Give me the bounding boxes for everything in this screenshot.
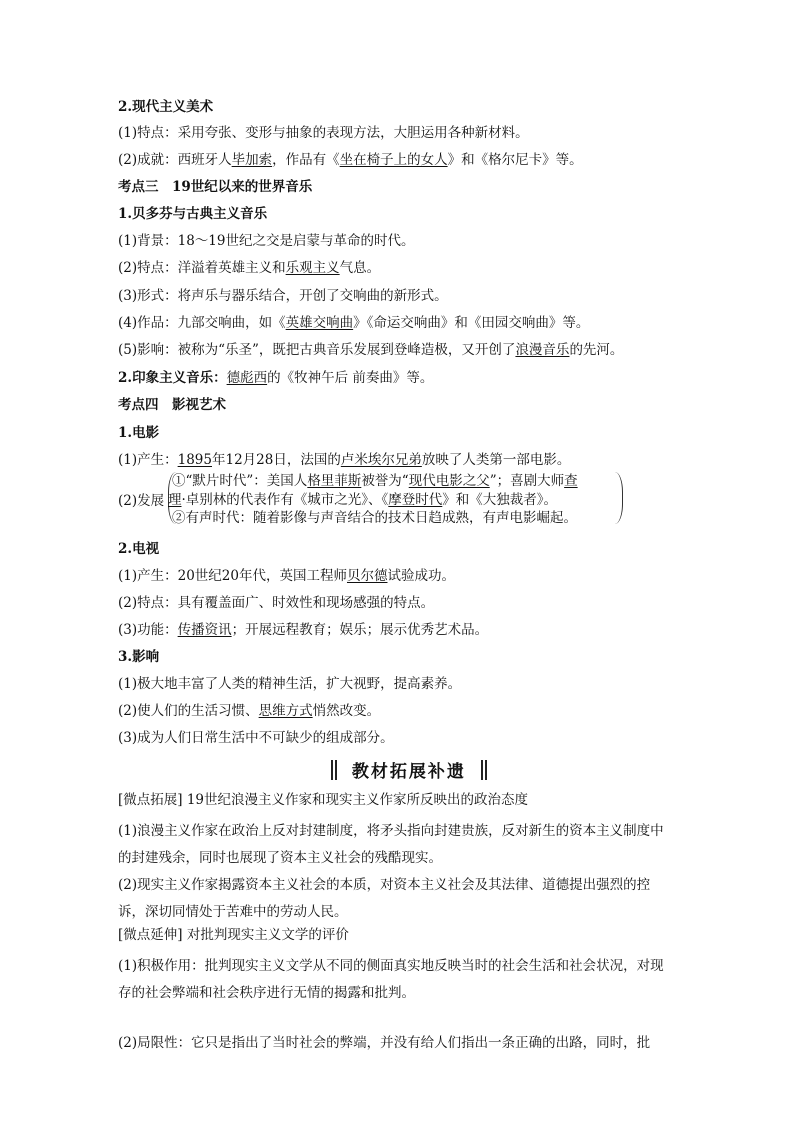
text-segment: 的《牧神午后 前奏曲》等。 <box>267 370 434 386</box>
paragraph-influence <box>118 341 623 359</box>
section-heading-film-tv: 考点四 影视艺术 <box>118 397 226 413</box>
paragraph-film-origin <box>118 451 570 469</box>
subheading-beethoven: 1.贝多芬与古典主义音乐 <box>118 206 268 222</box>
text-segment: 年12月28日，法国的 <box>211 452 341 468</box>
underlined-term: 1895 <box>177 452 212 468</box>
extension-title-2: [微点延伸] 对批判现实主义文学的评价 <box>118 927 349 943</box>
underlined-term: 坐在椅子上的女人 <box>339 152 448 168</box>
paragraph-influence-1: (1)极大地丰富了人类的精神生活，扩大视野，提高素养。 <box>118 676 462 692</box>
underlined-term: 传播资讯 <box>177 622 232 638</box>
film-development-silent-line2 <box>168 491 557 509</box>
text-segment: (2)特点：洋溢着英雄主义和 <box>118 260 286 276</box>
text-segment: ，作品有《 <box>272 152 340 168</box>
underlined-term: 毕加索 <box>231 152 273 168</box>
text-segment: 被誉为“ <box>361 473 409 489</box>
section-title-modern-art: 2.现代主义美术 <box>118 99 214 115</box>
text-segment: 2.印象主义音乐： <box>118 370 227 386</box>
paragraph-features <box>118 259 380 277</box>
text-segment: 气息。 <box>339 260 381 276</box>
section-heading-music: 考点三 19世纪以来的世界音乐 <box>118 179 313 195</box>
text-segment: 》和《格尔尼卡》等。 <box>447 152 583 168</box>
underlined-term: 贝尔德 <box>346 568 388 584</box>
text-segment: 》《命运交响曲》和《田园交响曲》等。 <box>353 315 590 331</box>
underlined-term: 现代电影之父 <box>408 473 490 489</box>
section-banner <box>330 757 488 781</box>
underlined-term: 乐观主义 <box>285 260 340 276</box>
extension-paragraph-realist: (2)现实主义作家揭露资本主义社会的本质，对资本主义社会及其法律、道德提出强烈的控诉，深切同情处于苦难中的劳动人民。 <box>118 877 651 920</box>
text-segment: 悄然改变。 <box>312 703 381 719</box>
text-segment: 放映了人类第一部电影。 <box>421 452 571 468</box>
text-segment: (2)成就：西班牙人 <box>118 152 232 168</box>
banner-bar <box>481 760 483 780</box>
paragraph-influence-2 <box>118 702 380 720</box>
film-development-sound: ②有声时代：随着影像与声音结合的技术日趋成熟，有声电影崛起。 <box>172 510 577 526</box>
text-segment: ”；喜剧大师 <box>489 473 565 489</box>
underlined-term: 查 <box>564 473 578 489</box>
underlined-term: 摩登时代 <box>388 492 443 508</box>
paragraph-modern-art-achievements <box>118 151 583 169</box>
text-segment: 的先河。 <box>569 342 624 358</box>
underlined-term: 思维方式 <box>258 703 313 719</box>
text-segment: (1)产生： <box>118 452 178 468</box>
paragraph-background: (1)背景：18～19世纪之交是启蒙与革命的时代。 <box>118 233 415 249</box>
paragraph-modern-art-features: (1)特点：采用夸张、变形与抽象的表现方法，大胆运用各种新材料。 <box>118 125 529 141</box>
extension-paragraph-positive: (1)积极作用：批判现实主义文学从不同的侧面真实地反映当时的社会生活和社会状况，对现存的社会弊端和社会秩序进行无情的揭露和批判。 <box>118 958 664 1001</box>
text-segment: ·卓别林的代表作有《城市之光》、《 <box>181 492 389 508</box>
paragraph-works <box>118 314 589 332</box>
extension-paragraph-romantic: (1)浪漫主义作家在政治上反对封建制度，将矛头指向封建贵族，反对新生的资本主义制度中的封建残余，同时也展现了资本主义社会的残酷现实。 <box>118 823 664 866</box>
paragraph-influence-3: (3)成为人们日常生活中不可缺少的组成部分。 <box>118 730 394 746</box>
brace-right <box>614 472 623 524</box>
subheading-film: 1.电影 <box>118 425 160 441</box>
text-segment: 试验成功。 <box>387 568 455 584</box>
underlined-term: 德彪西 <box>226 370 268 386</box>
extension-title-1: [微点拓展] 19世纪浪漫主义作家和现实主义作家所反映出的政治态度 <box>118 792 529 808</box>
banner-bar <box>335 760 337 780</box>
paragraph-tv-functions <box>118 621 488 639</box>
paragraph-tv-features: (2)特点：具有覆盖面广、时效性和现场感强的特点。 <box>118 595 435 611</box>
paragraph-tv-origin <box>118 567 455 585</box>
text-segment: (1)产生：20世纪20年代，英国工程师 <box>118 568 347 584</box>
banner-title: 教材拓展补遗 <box>351 762 466 782</box>
text-segment: (2)使人们的生活习惯、 <box>118 703 259 719</box>
extension-paragraph-limitation: (2)局限性：它只是指出了当时社会的弊端，并没有给人们指出一条正确的出路，同时，批 <box>118 1035 651 1051</box>
underlined-term: 浪漫音乐 <box>515 342 570 358</box>
subheading-impressionism <box>118 369 433 387</box>
banner-bar <box>331 760 333 780</box>
text-segment: (5)影响：被称为“乐圣”，既把古典音乐发展到登峰造极，又开创了 <box>118 342 516 358</box>
underlined-term: 英雄交响曲 <box>285 315 354 331</box>
subheading-influence: 3.影响 <box>118 649 160 665</box>
film-development-brace <box>168 470 623 528</box>
text-segment: (4)作品：九部交响曲，如《 <box>118 315 286 331</box>
paragraph-form: (3)形式：将声乐与器乐结合，开创了交响曲的新形式。 <box>118 288 448 304</box>
film-development-silent-line1 <box>172 472 578 490</box>
underlined-term: 格里菲斯 <box>307 473 362 489</box>
text-segment: ①“默片时代”：美国人 <box>172 473 308 489</box>
text-segment: 》和《大独裁者》。 <box>442 492 558 508</box>
text-segment: (3)功能： <box>118 622 178 638</box>
text-segment: ；开展远程教育；娱乐；展示优秀艺术品。 <box>231 622 489 638</box>
underlined-term: 理 <box>168 492 182 508</box>
banner-bar <box>485 760 487 780</box>
underlined-term: 卢米埃尔兄弟 <box>340 452 422 468</box>
subheading-tv: 2.电视 <box>118 541 160 557</box>
film-development-label: (2)发展 <box>118 493 165 509</box>
